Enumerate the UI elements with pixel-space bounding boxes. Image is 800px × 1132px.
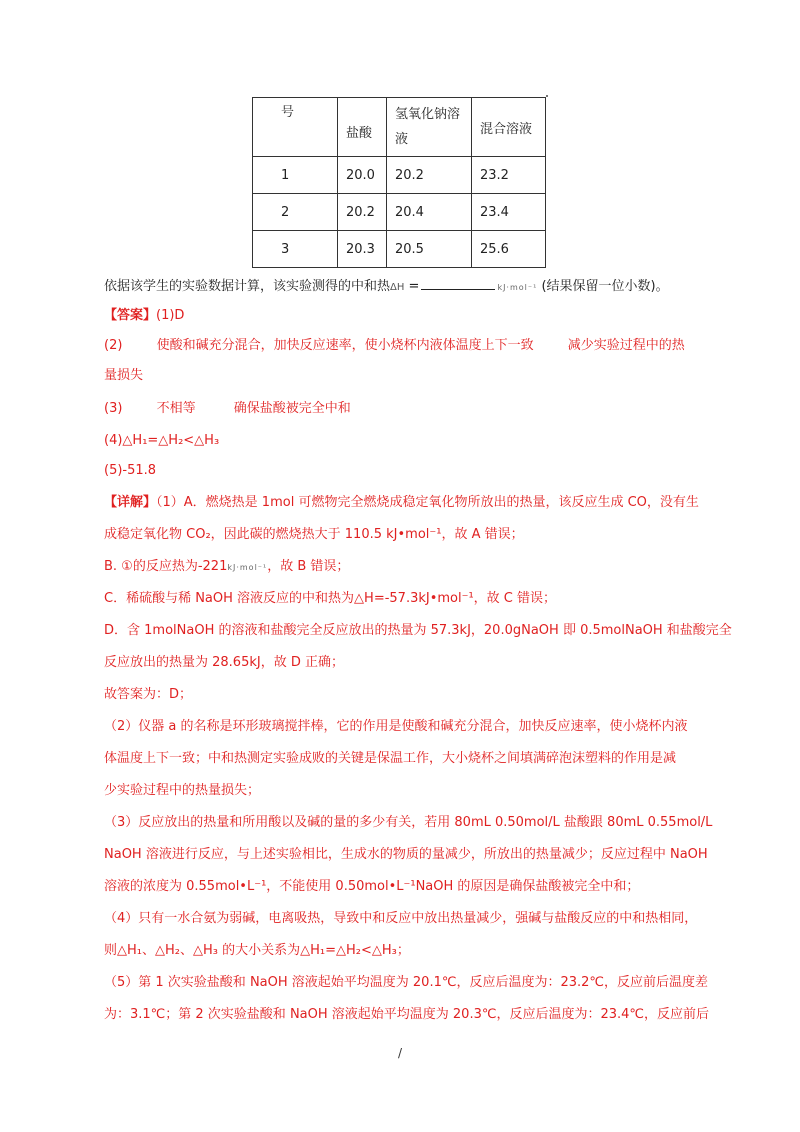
detail-line-2: 成稳定氧化物 CO₂，因此碳的燃烧热大于 110.5 kJ•mol⁻¹，故 A 错误； xyxy=(104,527,524,542)
answer-2-cont: 量损失 xyxy=(104,368,144,383)
question-text: 依据该学生的实验数据计算，该实验测得的中和热 xyxy=(104,279,391,294)
header-naoh-line1: 氢氧化钠溶 xyxy=(395,107,461,122)
header-mixed: 混合溶液 xyxy=(480,121,533,137)
answer-5: (5)-51.8 xyxy=(104,463,157,478)
detail-line-16: （5）第 1 次实验盐酸和 NaOH 溶液起始平均温度为 20.1℃，反应后温度为：23.2℃，反应前后温度差 xyxy=(104,975,708,990)
answer-3-text-b: 确保盐酸被完全中和 xyxy=(233,401,351,416)
answer-2-num: (2) xyxy=(104,338,123,353)
detail-line-15: 则△H₁、△H₂、△H₃ 的大小关系为△H₁=△H₂<△H₃； xyxy=(104,943,410,958)
answer-line-3 xyxy=(104,401,351,417)
answer-line-2 xyxy=(104,338,685,354)
question-line xyxy=(104,277,669,296)
table-cell: 20.0 xyxy=(338,157,387,194)
table-cell: 23.4 xyxy=(472,194,546,231)
table-cell: 1 xyxy=(253,157,338,194)
table-row xyxy=(253,194,546,231)
detail-line-12: NaOH 溶液进行反应，与上述实验相比，生成水的物质的量减少，所放出的热量减少；反应过程中 NaOH xyxy=(104,847,708,862)
table-cell: 20.2 xyxy=(338,194,387,231)
delta-h-symbol: ΔH xyxy=(390,282,405,293)
detail-line-10: 少实验过程中的热量损失； xyxy=(104,783,261,798)
table-header-cell xyxy=(253,98,338,157)
answer-2-text-b: 减少实验过程中的热 xyxy=(567,338,685,353)
page-number: / xyxy=(398,1046,403,1060)
detail-line-4: C．稀硫酸与稀 NaOH 溶液反应的中和热为△H=-57.3kJ•mol⁻¹，故 C 错误； xyxy=(104,591,557,606)
equals-sign: = xyxy=(408,279,420,294)
table-header-cell xyxy=(338,98,387,157)
table-cell: 25.6 xyxy=(472,231,546,268)
detail-line-7: 故答案为：D； xyxy=(104,687,193,702)
table-cell: 3 xyxy=(253,231,338,268)
detail-line-9: 体温度上下一致；中和热测定实验成败的关键是保温工作，大小烧杯之间填满碎泡沫塑料的作用是减 xyxy=(104,751,677,766)
table-row xyxy=(253,157,546,194)
detail-text: （1）A．燃烧热是 1mol 可燃物完全燃烧成稳定氧化物所放出的热量，该反应生成 CO，没有生 xyxy=(156,495,699,510)
detail-line-5: D．含 1molNaOH 的溶液和盐酸完全反应放出的热量为 57.3kJ，20.0gNaOH 即 0.5molNaOH 和盐酸完全 xyxy=(104,623,732,638)
answer-3-text-a: 不相等 xyxy=(156,401,196,416)
table-cell: 20.2 xyxy=(387,157,472,194)
answer-4: (4)△H₁=△H₂<△H₃ xyxy=(104,433,220,448)
detail-line-14: （4）只有一水合氨为弱碱，电离吸热，导致中和反应中放出热量减少，强碱与盐酸反应的中和热相同， xyxy=(104,911,698,926)
answer-line-1 xyxy=(104,308,184,324)
table-row xyxy=(253,231,546,268)
header-number: 号 xyxy=(281,105,295,120)
detail-b-suffix: ，故 B 错误； xyxy=(267,559,350,574)
experiment-data-table xyxy=(252,97,546,268)
table-cell: 23.2 xyxy=(472,157,546,194)
question-suffix: (结果保留一位小数)。 xyxy=(541,279,669,294)
detail-tag: 【详解】 xyxy=(104,495,157,510)
detail-line-13: 溶液的浓度为 0.55mol•L⁻¹，不能使用 0.50mol•L⁻¹NaOH 的原因是确保盐酸被完全中和； xyxy=(104,879,640,894)
detail-b-text: B. ①的反应热为-221 xyxy=(104,559,228,574)
detail-line-1 xyxy=(104,495,699,511)
unit-label: kJ·mol⁻¹ xyxy=(497,283,538,292)
table-cell: 20.3 xyxy=(338,231,387,268)
answer-blank xyxy=(421,277,495,290)
table-header-row xyxy=(253,98,546,157)
detail-line-11: （3）反应放出的热量和所用酸以及碱的量的多少有关，若用 80mL 0.50mol/L 盐酸跟 80mL 0.55mol/L xyxy=(104,815,713,830)
table-cell: 2 xyxy=(253,194,338,231)
answer-tag: 【答案】 xyxy=(104,308,157,323)
table-cell: 20.4 xyxy=(387,194,472,231)
table-header-cell xyxy=(472,98,546,157)
detail-line-3 xyxy=(104,559,349,576)
table-cell: 20.5 xyxy=(387,231,472,268)
detail-line-6: 反应放出的热量为 28.65kJ，故 D 正确； xyxy=(104,655,344,670)
scan-mark xyxy=(546,95,548,97)
detail-line-17: 为：3.1℃；第 2 次实验盐酸和 NaOH 溶液起始平均温度为 20.3℃，反应后温度为：23.4℃，反应前后 xyxy=(104,1007,709,1022)
answer-1: (1)D xyxy=(156,308,185,323)
header-hcl: 盐酸 xyxy=(346,125,373,141)
detail-line-8: （2）仪器 a 的名称是环形玻璃搅拌棒，它的作用是使酸和碱充分混合，加快反应速率，使小烧杯内液 xyxy=(104,719,688,734)
answer-3-num: (3) xyxy=(104,401,123,416)
answer-2-text: 使酸和碱充分混合，加快反应速率，使小烧杯内液体温度上下一致 xyxy=(156,338,534,353)
table-header-cell xyxy=(387,98,472,157)
unit-label: kJ·mol⁻¹ xyxy=(227,563,268,572)
header-naoh-line2: 液 xyxy=(395,132,409,147)
